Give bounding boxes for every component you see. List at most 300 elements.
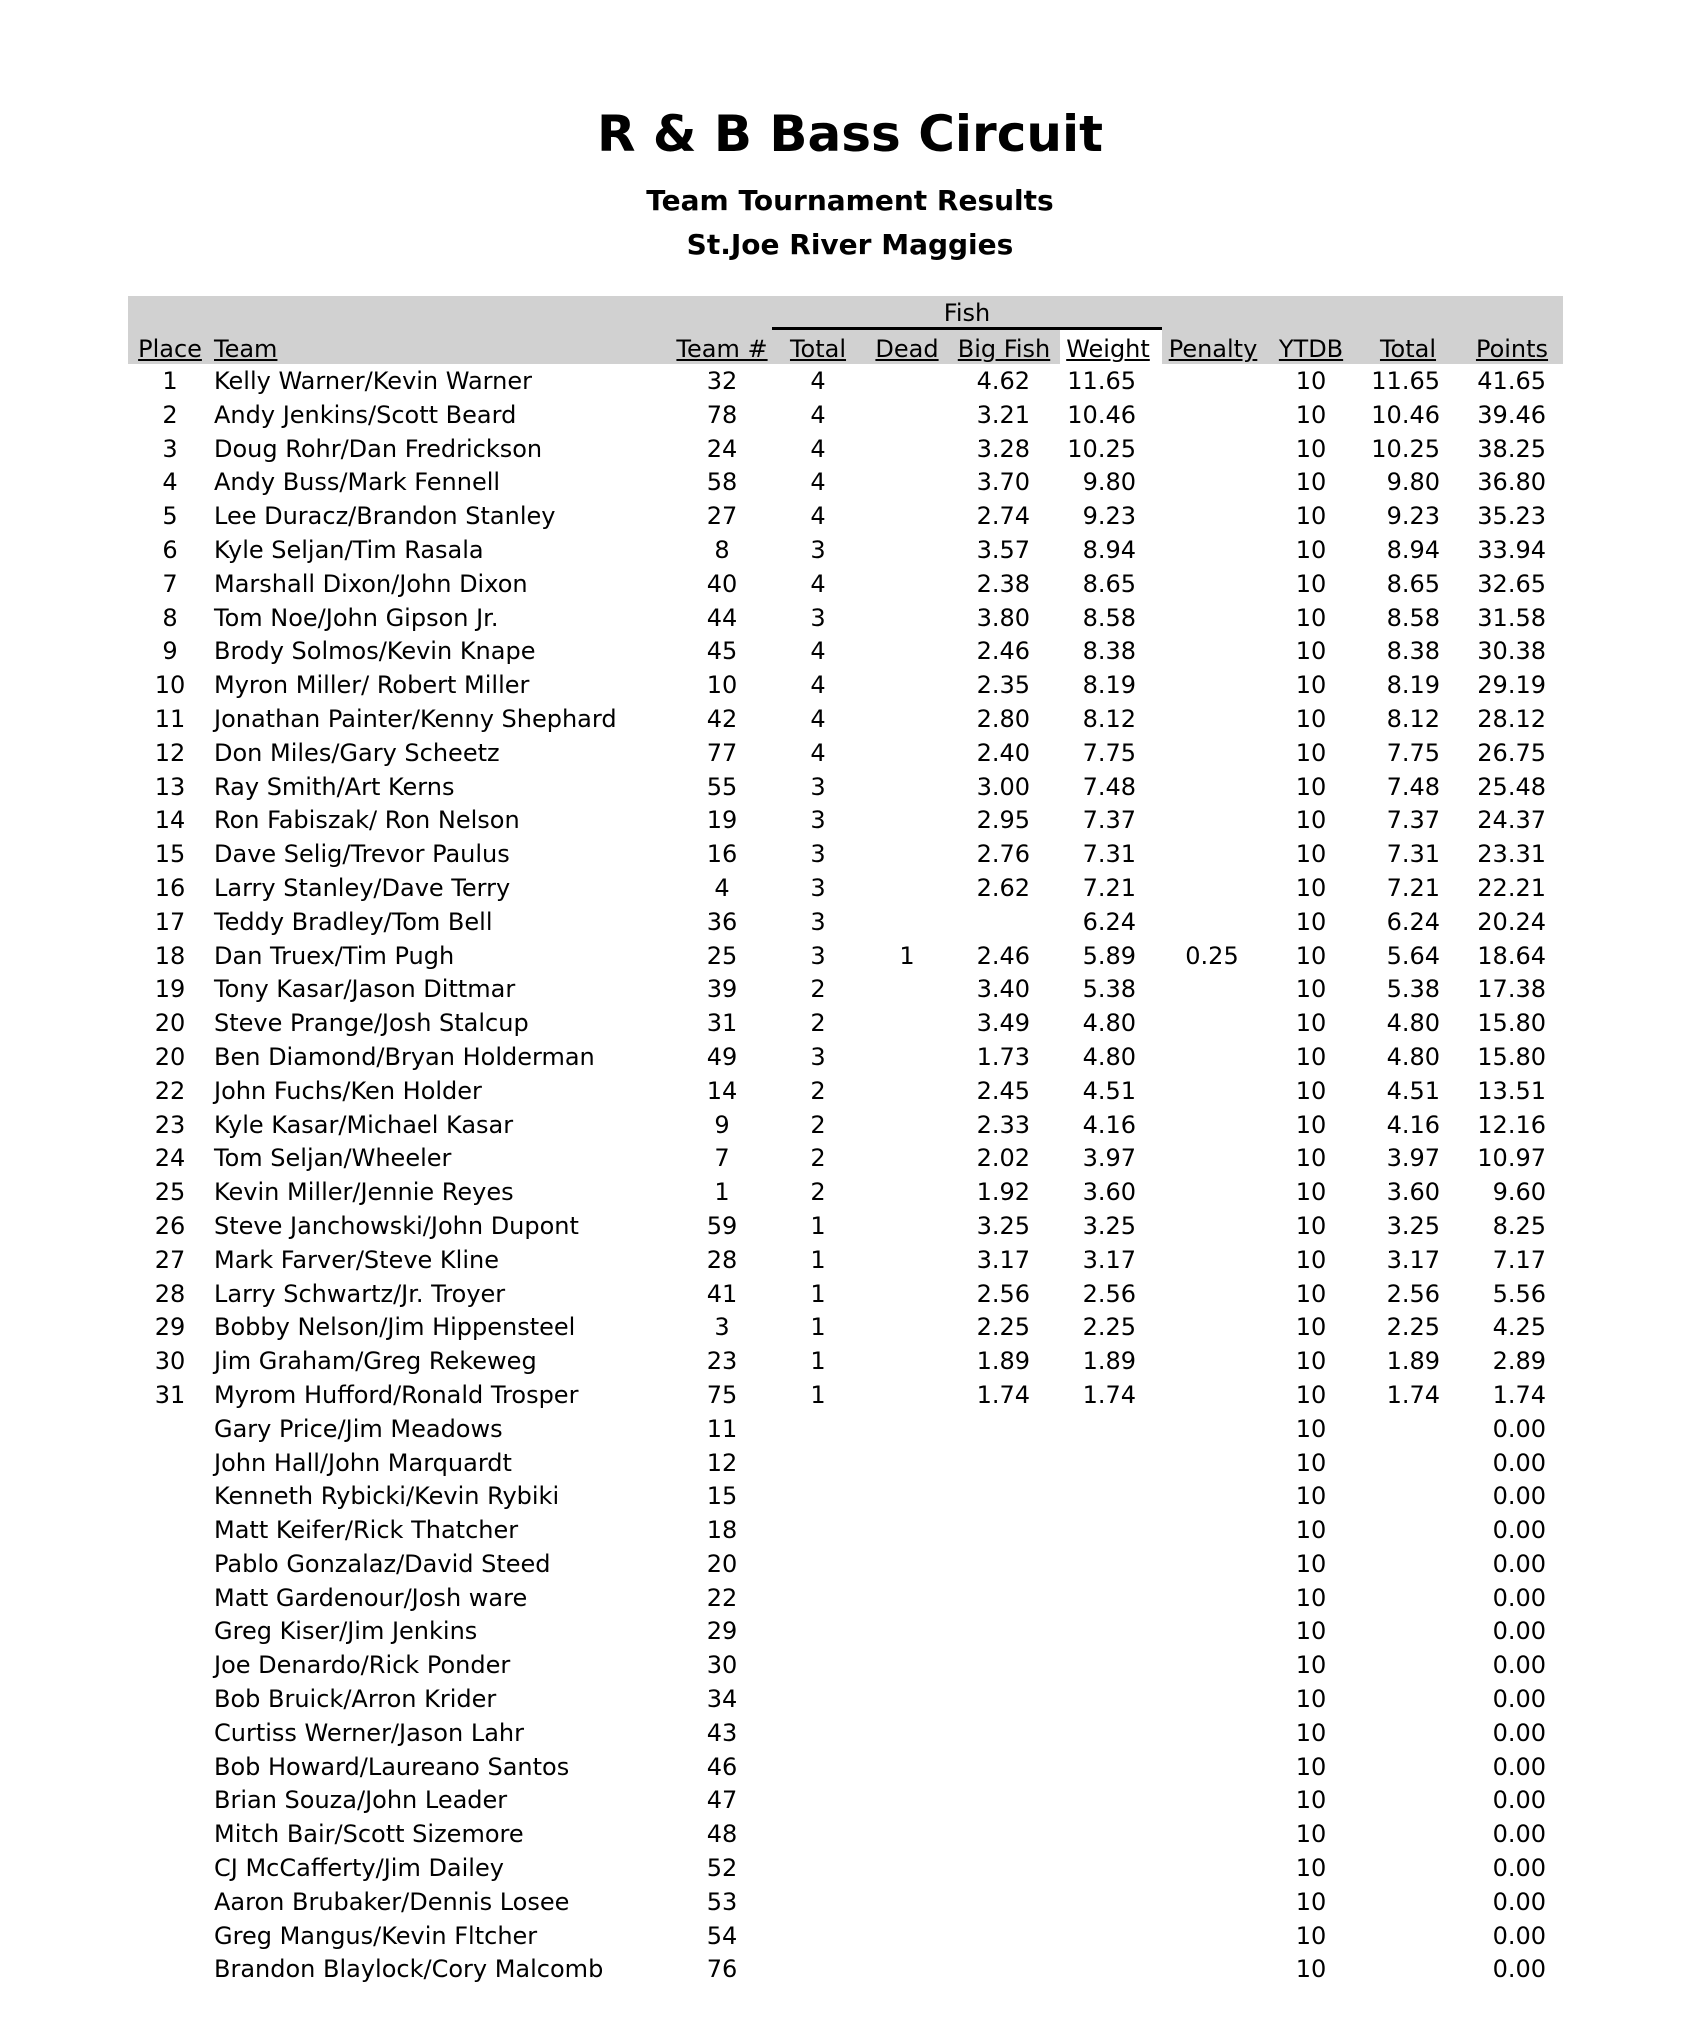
- cell-team-no: 20: [706, 1549, 738, 1578]
- cell-points: 0.00: [1492, 1786, 1546, 1815]
- cell-points: 0.00: [1492, 1921, 1546, 1950]
- cell-team: Bobby Nelson/Jim Hippensteel: [214, 1313, 576, 1342]
- cell-total: 4.80: [1386, 1009, 1440, 1038]
- cell-points: 31.58: [1477, 603, 1546, 632]
- cell-weight: 1.89: [1082, 1347, 1136, 1376]
- cell-big-fish: 2.95: [976, 806, 1030, 835]
- cell-place: 8: [162, 603, 178, 632]
- cell-big-fish: 3.25: [976, 1211, 1030, 1240]
- cell-team-no: 19: [706, 806, 738, 835]
- cell-team: Brian Souza/John Leader: [214, 1786, 508, 1815]
- cell-points: 0.00: [1492, 1617, 1546, 1646]
- cell-place: 3: [162, 434, 178, 463]
- cell-points: 39.46: [1477, 400, 1546, 429]
- cell-big-fish: 2.40: [976, 738, 1030, 767]
- cell-weight: 4.80: [1082, 1009, 1136, 1038]
- cell-place: 23: [154, 1110, 186, 1139]
- cell-place: 22: [154, 1076, 186, 1105]
- cell-weight: 3.60: [1082, 1178, 1136, 1207]
- cell-points: 0.00: [1492, 1414, 1546, 1443]
- cell-fish-total: 4: [810, 502, 826, 531]
- cell-place: 26: [154, 1211, 186, 1240]
- cell-ytdb: 10: [1295, 502, 1327, 531]
- cell-place: 20: [154, 1009, 186, 1038]
- cell-fish-total: 4: [810, 738, 826, 767]
- cell-weight: 8.19: [1082, 671, 1136, 700]
- cell-team-no: 55: [706, 772, 738, 801]
- cell-big-fish: 1.89: [976, 1347, 1030, 1376]
- cell-team: Ben Diamond/Bryan Holderman: [214, 1042, 595, 1071]
- cell-team: Lee Duracz/Brandon Stanley: [214, 502, 556, 531]
- cell-team: Greg Mangus/Kevin Fltcher: [214, 1921, 538, 1950]
- cell-total: 1.89: [1386, 1347, 1440, 1376]
- cell-total: 4.51: [1386, 1076, 1440, 1105]
- cell-points: 4.25: [1492, 1313, 1546, 1342]
- table-row: [0, 1175, 1700, 1209]
- table-row: [0, 1412, 1700, 1446]
- page-subtitle: Team Tournament Results: [646, 184, 1054, 217]
- cell-team: Bob Bruick/Arron Krider: [214, 1685, 497, 1714]
- table-row: [0, 1919, 1700, 1953]
- cell-ytdb: 10: [1295, 1549, 1327, 1578]
- cell-fish-total: 3: [810, 840, 826, 869]
- cell-points: 32.65: [1477, 569, 1546, 598]
- cell-weight: 3.97: [1082, 1144, 1136, 1173]
- cell-points: 26.75: [1477, 738, 1546, 767]
- table-row: [0, 1479, 1700, 1513]
- cell-total: 9.80: [1386, 468, 1440, 497]
- table-row: [0, 1344, 1700, 1378]
- cell-team: Pablo Gonzalaz/David Steed: [214, 1549, 551, 1578]
- cell-team: Mark Farver/Steve Kline: [214, 1245, 499, 1274]
- cell-fish-total: 2: [810, 975, 826, 1004]
- cell-team-no: 8: [714, 535, 730, 564]
- cell-points: 18.64: [1477, 941, 1546, 970]
- column-header-points: Points: [1475, 335, 1549, 363]
- cell-ytdb: 10: [1295, 941, 1327, 970]
- cell-fish-total: 4: [810, 569, 826, 598]
- table-row: [0, 533, 1700, 567]
- cell-team-no: 45: [706, 637, 738, 666]
- cell-total: 7.37: [1386, 806, 1440, 835]
- cell-fish-total: 3: [810, 873, 826, 902]
- cell-ytdb: 10: [1295, 1380, 1327, 1409]
- cell-penalty: 0.25: [1185, 941, 1239, 970]
- cell-team: Andy Buss/Mark Fennell: [214, 468, 501, 497]
- cell-fish-total: 4: [810, 671, 826, 700]
- cell-ytdb: 10: [1295, 637, 1327, 666]
- cell-team-no: 14: [706, 1076, 738, 1105]
- cell-team-no: 42: [706, 704, 738, 733]
- cell-total: 4.80: [1386, 1042, 1440, 1071]
- cell-points: 0.00: [1492, 1651, 1546, 1680]
- cell-place: 13: [154, 772, 186, 801]
- cell-team: Steve Janchowski/John Dupont: [214, 1211, 579, 1240]
- table-row: [0, 1446, 1700, 1480]
- cell-team-no: 34: [706, 1685, 738, 1714]
- cell-ytdb: 10: [1295, 1313, 1327, 1342]
- table-row: [0, 1952, 1700, 1986]
- cell-team-no: 54: [706, 1921, 738, 1950]
- cell-points: 41.65: [1477, 367, 1546, 395]
- table-row: [0, 398, 1700, 432]
- cell-big-fish: 2.46: [976, 941, 1030, 970]
- cell-points: 17.38: [1477, 975, 1546, 1004]
- cell-team: CJ McCafferty/Jim Dailey: [214, 1854, 504, 1883]
- cell-place: 31: [154, 1380, 186, 1409]
- table-row: [0, 736, 1700, 770]
- cell-ytdb: 10: [1295, 1651, 1327, 1680]
- cell-fish-total: 3: [810, 772, 826, 801]
- cell-ytdb: 10: [1295, 1042, 1327, 1071]
- cell-team-no: 47: [706, 1786, 738, 1815]
- cell-points: 13.51: [1477, 1076, 1546, 1105]
- cell-team: Dave Selig/Trevor Paulus: [214, 840, 510, 869]
- cell-team-no: 12: [706, 1448, 738, 1477]
- cell-team: Kyle Seljan/Tim Rasala: [214, 535, 484, 564]
- cell-ytdb: 10: [1295, 1820, 1327, 1849]
- cell-team-no: 78: [706, 400, 738, 429]
- cell-ytdb: 10: [1295, 1178, 1327, 1207]
- cell-points: 36.80: [1477, 468, 1546, 497]
- cell-team-no: 52: [706, 1854, 738, 1883]
- table-row: [0, 1277, 1700, 1311]
- cell-team-no: 1: [714, 1178, 730, 1207]
- cell-team: Kevin Miller/Jennie Reyes: [214, 1178, 514, 1207]
- cell-big-fish: 2.56: [976, 1279, 1030, 1308]
- table-row: [0, 1581, 1700, 1615]
- column-header-dead: Dead: [875, 335, 939, 363]
- table-row: [0, 1682, 1700, 1716]
- cell-place: 15: [154, 840, 186, 869]
- cell-total: 3.97: [1386, 1144, 1440, 1173]
- cell-place: 9: [162, 637, 178, 666]
- cell-fish-total: 3: [810, 535, 826, 564]
- cell-team: Tom Seljan/Wheeler: [214, 1144, 452, 1173]
- cell-weight: 7.48: [1082, 772, 1136, 801]
- table-row: [0, 1547, 1700, 1581]
- cell-ytdb: 10: [1295, 806, 1327, 835]
- cell-team: Brody Solmos/Kevin Knape: [214, 637, 536, 666]
- table-row: [0, 837, 1700, 871]
- cell-team: Matt Keifer/Rick Thatcher: [214, 1516, 519, 1545]
- cell-team: Doug Rohr/Dan Fredrickson: [214, 434, 543, 463]
- cell-fish-total: 2: [810, 1076, 826, 1105]
- cell-fish-total: 3: [810, 1042, 826, 1071]
- cell-place: 2: [162, 400, 178, 429]
- table-row: [0, 1108, 1700, 1142]
- cell-weight: 4.80: [1082, 1042, 1136, 1071]
- cell-team: Kenneth Rybicki/Kevin Rybiki: [214, 1482, 560, 1511]
- cell-place: 25: [154, 1178, 186, 1207]
- cell-ytdb: 10: [1295, 1583, 1327, 1612]
- cell-weight: 7.37: [1082, 806, 1136, 835]
- table-row: [0, 1851, 1700, 1885]
- cell-team-no: 49: [706, 1042, 738, 1071]
- cell-total: 7.21: [1386, 873, 1440, 902]
- cell-ytdb: 10: [1295, 1854, 1327, 1883]
- table-row: [0, 972, 1700, 1006]
- cell-team: Curtiss Werner/Jason Lahr: [214, 1718, 524, 1747]
- cell-weight: 5.89: [1082, 941, 1136, 970]
- table-row: [0, 905, 1700, 939]
- cell-weight: 9.80: [1082, 468, 1136, 497]
- cell-ytdb: 10: [1295, 1921, 1327, 1950]
- cell-fish-total: 4: [810, 434, 826, 463]
- cell-big-fish: 2.35: [976, 671, 1030, 700]
- table-row: [0, 432, 1700, 466]
- cell-total: 8.38: [1386, 637, 1440, 666]
- table-row: [0, 1648, 1700, 1682]
- cell-ytdb: 10: [1295, 434, 1327, 463]
- cell-weight: 2.25: [1082, 1313, 1136, 1342]
- cell-total: 11.65: [1371, 367, 1440, 395]
- cell-points: 12.16: [1477, 1110, 1546, 1139]
- cell-fish-total: 3: [810, 806, 826, 835]
- cell-ytdb: 10: [1295, 1076, 1327, 1105]
- table-row: [0, 1378, 1700, 1412]
- cell-place: 30: [154, 1347, 186, 1376]
- cell-team-no: 53: [706, 1887, 738, 1916]
- cell-team-no: 3: [714, 1313, 730, 1342]
- cell-fish-total: 1: [810, 1279, 826, 1308]
- cell-total: 7.75: [1386, 738, 1440, 767]
- cell-fish-total: 2: [810, 1178, 826, 1207]
- cell-team: Greg Kiser/Jim Jenkins: [214, 1617, 478, 1646]
- cell-points: 35.23: [1477, 502, 1546, 531]
- cell-points: 2.89: [1492, 1347, 1546, 1376]
- cell-team: Gary Price/Jim Meadows: [214, 1414, 503, 1443]
- cell-big-fish: 3.21: [976, 400, 1030, 429]
- cell-weight: 8.94: [1082, 535, 1136, 564]
- table-row: [0, 1209, 1700, 1243]
- cell-ytdb: 10: [1295, 1685, 1327, 1714]
- cell-ytdb: 10: [1295, 1718, 1327, 1747]
- cell-fish-total: 3: [810, 941, 826, 970]
- table-row: [0, 1614, 1700, 1648]
- cell-fish-total: 4: [810, 468, 826, 497]
- cell-place: 10: [154, 671, 186, 700]
- cell-team: Andy Jenkins/Scott Beard: [214, 400, 517, 429]
- cell-team: Matt Gardenour/Josh ware: [214, 1583, 528, 1612]
- cell-big-fish: 1.92: [976, 1178, 1030, 1207]
- cell-team: Jonathan Painter/Kenny Shephard: [214, 704, 617, 733]
- cell-team: John Hall/John Marquardt: [214, 1448, 512, 1477]
- table-row: [0, 1141, 1700, 1175]
- cell-place: 7: [162, 569, 178, 598]
- cell-big-fish: 3.17: [976, 1245, 1030, 1274]
- cell-ytdb: 10: [1295, 873, 1327, 902]
- cell-fish-total: 3: [810, 907, 826, 936]
- cell-weight: 4.16: [1082, 1110, 1136, 1139]
- table-row: [0, 1040, 1700, 1074]
- cell-ytdb: 10: [1295, 975, 1327, 1004]
- cell-big-fish: 1.74: [976, 1380, 1030, 1409]
- cell-big-fish: 3.70: [976, 468, 1030, 497]
- results-table-body: [0, 364, 1700, 1986]
- cell-total: 8.12: [1386, 704, 1440, 733]
- cell-team: Ron Fabiszak/ Ron Nelson: [214, 806, 520, 835]
- cell-ytdb: 10: [1295, 1414, 1327, 1443]
- table-row: [0, 1074, 1700, 1108]
- column-header-fish-total: Total: [789, 335, 847, 363]
- cell-ytdb: 10: [1295, 840, 1327, 869]
- cell-total: 6.24: [1386, 907, 1440, 936]
- table-row: [0, 465, 1700, 499]
- cell-team: Steve Prange/Josh Stalcup: [214, 1009, 529, 1038]
- cell-fish-total: 1: [810, 1211, 826, 1240]
- cell-total: 10.46: [1371, 400, 1440, 429]
- cell-ytdb: 10: [1295, 772, 1327, 801]
- cell-ytdb: 10: [1295, 1887, 1327, 1916]
- table-row: [0, 1885, 1700, 1919]
- cell-points: 8.25: [1492, 1211, 1546, 1240]
- cell-weight: 7.21: [1082, 873, 1136, 902]
- column-header-place: Place: [138, 335, 202, 363]
- cell-ytdb: 10: [1295, 367, 1327, 395]
- cell-team-no: 16: [706, 840, 738, 869]
- cell-team-no: 76: [706, 1955, 738, 1984]
- cell-weight: 7.31: [1082, 840, 1136, 869]
- cell-big-fish: 3.40: [976, 975, 1030, 1004]
- cell-total: 5.64: [1386, 941, 1440, 970]
- cell-weight: 8.65: [1082, 569, 1136, 598]
- cell-total: 2.25: [1386, 1313, 1440, 1342]
- cell-team-no: 9: [714, 1110, 730, 1139]
- cell-big-fish: 2.80: [976, 704, 1030, 733]
- cell-ytdb: 10: [1295, 671, 1327, 700]
- cell-total: 3.17: [1386, 1245, 1440, 1274]
- cell-points: 0.00: [1492, 1820, 1546, 1849]
- cell-place: 20: [154, 1042, 186, 1071]
- column-header-team-no: Team #: [676, 335, 768, 363]
- table-row: [0, 1716, 1700, 1750]
- table-row: [0, 1750, 1700, 1784]
- cell-team: Don Miles/Gary Scheetz: [214, 738, 500, 767]
- cell-weight: 5.38: [1082, 975, 1136, 1004]
- table-row: [0, 871, 1700, 905]
- cell-ytdb: 10: [1295, 738, 1327, 767]
- cell-place: 17: [154, 907, 186, 936]
- cell-points: 30.38: [1477, 637, 1546, 666]
- cell-big-fish: 3.80: [976, 603, 1030, 632]
- cell-team: Ray Smith/Art Kerns: [214, 772, 455, 801]
- cell-big-fish: 3.00: [976, 772, 1030, 801]
- cell-big-fish: 2.02: [976, 1144, 1030, 1173]
- cell-team: Tom Noe/John Gipson Jr.: [214, 603, 499, 632]
- cell-total: 1.74: [1386, 1380, 1440, 1409]
- cell-ytdb: 10: [1295, 468, 1327, 497]
- cell-ytdb: 10: [1295, 1110, 1327, 1139]
- cell-dead: 1: [899, 941, 915, 970]
- cell-team-no: 27: [706, 502, 738, 531]
- cell-big-fish: 2.62: [976, 873, 1030, 902]
- cell-ytdb: 10: [1295, 704, 1327, 733]
- cell-points: 0.00: [1492, 1887, 1546, 1916]
- cell-team: Brandon Blaylock/Cory Malcomb: [214, 1955, 604, 1984]
- cell-points: 1.74: [1492, 1380, 1546, 1409]
- cell-place: 4: [162, 468, 178, 497]
- table-row: [0, 1006, 1700, 1040]
- cell-ytdb: 10: [1295, 1448, 1327, 1477]
- cell-team-no: 77: [706, 738, 738, 767]
- cell-total: 8.58: [1386, 603, 1440, 632]
- cell-big-fish: 2.25: [976, 1313, 1030, 1342]
- cell-team: John Fuchs/Ken Holder: [214, 1076, 482, 1105]
- cell-team-no: 18: [706, 1516, 738, 1545]
- cell-points: 0.00: [1492, 1752, 1546, 1781]
- cell-big-fish: 2.38: [976, 569, 1030, 598]
- cell-points: 33.94: [1477, 535, 1546, 564]
- cell-place: 1: [162, 367, 178, 395]
- cell-team-no: 11: [706, 1414, 738, 1443]
- table-row: [0, 770, 1700, 804]
- column-header-ytdb: YTDB: [1278, 335, 1344, 363]
- cell-points: 0.00: [1492, 1516, 1546, 1545]
- cell-fish-total: 2: [810, 1009, 826, 1038]
- cell-points: 28.12: [1477, 704, 1546, 733]
- cell-points: 29.19: [1477, 671, 1546, 700]
- cell-ytdb: 10: [1295, 400, 1327, 429]
- cell-team: Larry Schwartz/Jr. Troyer: [214, 1279, 506, 1308]
- cell-points: 0.00: [1492, 1482, 1546, 1511]
- cell-points: 0.00: [1492, 1854, 1546, 1883]
- table-row: [0, 499, 1700, 533]
- cell-team: Dan Truex/Tim Pugh: [214, 941, 455, 970]
- cell-big-fish: 2.33: [976, 1110, 1030, 1139]
- cell-points: 24.37: [1477, 806, 1546, 835]
- cell-points: 20.24: [1477, 907, 1546, 936]
- column-header-team: Team: [214, 335, 278, 363]
- cell-place: 5: [162, 502, 178, 531]
- cell-points: 9.60: [1492, 1178, 1546, 1207]
- cell-weight: 2.56: [1082, 1279, 1136, 1308]
- table-row: [0, 702, 1700, 736]
- cell-big-fish: 3.57: [976, 535, 1030, 564]
- cell-total: 8.19: [1386, 671, 1440, 700]
- cell-fish-total: 1: [810, 1380, 826, 1409]
- column-header-penalty: Penalty: [1168, 335, 1258, 363]
- cell-place: 14: [154, 806, 186, 835]
- cell-team: Joe Denardo/Rick Ponder: [214, 1651, 511, 1680]
- table-row: [0, 1783, 1700, 1817]
- cell-points: 23.31: [1477, 840, 1546, 869]
- cell-fish-total: 1: [810, 1245, 826, 1274]
- cell-place: 12: [154, 738, 186, 767]
- cell-team: Myrom Hufford/Ronald Trosper: [214, 1380, 579, 1409]
- cell-points: 7.17: [1492, 1245, 1546, 1274]
- cell-place: 16: [154, 873, 186, 902]
- cell-total: 5.38: [1386, 975, 1440, 1004]
- cell-fish-total: 4: [810, 704, 826, 733]
- cell-place: 27: [154, 1245, 186, 1274]
- cell-ytdb: 10: [1295, 535, 1327, 564]
- table-row: [0, 939, 1700, 973]
- cell-fish-total: 2: [810, 1110, 826, 1139]
- cell-points: 25.48: [1477, 772, 1546, 801]
- table-row: [0, 634, 1700, 668]
- cell-team-no: 48: [706, 1820, 738, 1849]
- cell-total: 3.60: [1386, 1178, 1440, 1207]
- column-header-total: Total: [1379, 335, 1437, 363]
- fish-group-label: Fish: [943, 299, 991, 327]
- cell-fish-total: 1: [810, 1347, 826, 1376]
- cell-team-no: 25: [706, 941, 738, 970]
- cell-place: 6: [162, 535, 178, 564]
- cell-fish-total: 2: [810, 1144, 826, 1173]
- cell-points: 0.00: [1492, 1685, 1546, 1714]
- cell-place: 28: [154, 1279, 186, 1308]
